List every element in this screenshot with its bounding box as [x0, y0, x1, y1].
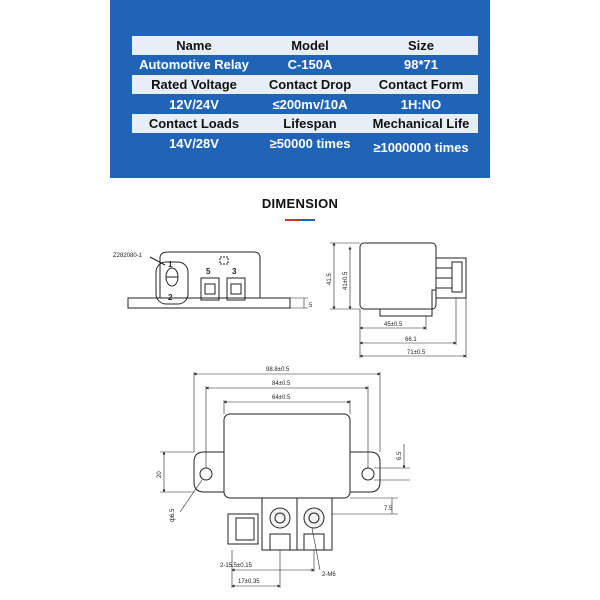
- side-dim-66: 66.1: [405, 337, 417, 343]
- spec-value-row: [132, 95, 478, 114]
- side-dim-45: 45±0.5: [384, 322, 403, 328]
- spec-header-contact-drop: Contact Drop: [268, 77, 352, 92]
- spec-header-size: Size: [407, 38, 434, 53]
- side-connector-latch: [452, 262, 462, 292]
- terminal-5: [201, 278, 219, 300]
- front-dim-5: 5: [309, 303, 313, 309]
- spec-value-row: [132, 55, 478, 74]
- terminal-5-clip: [205, 284, 215, 294]
- side-connector-plug-inner: [236, 518, 254, 540]
- spec-value-model: C-150A: [287, 57, 333, 72]
- terminal-stud-left: [270, 508, 290, 528]
- spec-header-mechanical-life: Mechanical Life: [372, 116, 470, 131]
- spec-header-row: [132, 114, 478, 133]
- spec-value-mechanical-life: ≥1000000 times: [373, 140, 469, 155]
- right-dim-75: 7.5: [384, 506, 393, 512]
- terminal-offset-label: 17±0.35: [238, 579, 260, 585]
- terminal-pitch-label: 2-15.5±0.15: [220, 563, 252, 569]
- spec-header-model: Model: [291, 38, 329, 53]
- top-view-body: [224, 414, 350, 498]
- spec-value-rated-voltage: 12V/24V: [169, 97, 219, 112]
- underline-blue-segment: [300, 219, 315, 221]
- right-mounting-ear: [350, 452, 380, 492]
- pin-label-3: 3: [232, 267, 237, 276]
- spec-panel: [110, 0, 490, 178]
- hole-dia-leader: [180, 480, 202, 512]
- pin-label-5: 5: [206, 267, 211, 276]
- spec-value-lifespan: ≥50000 times: [269, 136, 351, 151]
- spec-header-contact-loads: Contact Loads: [148, 116, 240, 131]
- marker-square: [220, 257, 228, 264]
- spec-value-name: Automotive Relay: [139, 57, 249, 72]
- spec-value-size: 98*71: [404, 57, 438, 72]
- terminal-3: [227, 278, 245, 300]
- terminal-stud-right: [304, 508, 324, 528]
- hole-dia-label: ф6.5: [170, 508, 176, 522]
- top-view: [160, 372, 410, 588]
- spec-value-row: [132, 134, 478, 153]
- spec-value-contact-form: 1H:NO: [400, 97, 442, 112]
- spec-header-row: [132, 36, 478, 55]
- top-dim-overall: 98.8±0.5: [266, 367, 290, 373]
- dimension-drawings: [0, 228, 600, 600]
- section-title: DIMENSION: [261, 196, 339, 211]
- spec-header-row: [132, 75, 478, 94]
- thread-label: 2-M6: [322, 572, 336, 578]
- side-dim-41: 41±0.5: [343, 271, 349, 290]
- pin-label-2: 2: [168, 293, 173, 302]
- side-view-foot: [380, 290, 436, 316]
- pin-label-1: 1: [168, 260, 173, 269]
- title-underline: [285, 219, 315, 221]
- top-dim-body: 64±0.5: [272, 395, 291, 401]
- part-label: Z282080-1: [113, 253, 143, 259]
- spec-header-rated-voltage: Rated Voltage: [151, 77, 237, 92]
- side-dim-41-5: 41.5: [327, 273, 333, 285]
- terminal-leg-left: [270, 534, 290, 550]
- right-dim-65: 6.5: [397, 451, 403, 460]
- right-mount-hole: [362, 468, 374, 480]
- side-view-body: [360, 243, 436, 309]
- spec-value-contact-loads: 14V/28V: [169, 136, 219, 151]
- left-mounting-ear: [194, 452, 224, 492]
- terminal-leg-right: [304, 534, 324, 550]
- left-dim-20: 20: [157, 471, 163, 478]
- side-view: [330, 243, 466, 358]
- top-dim-holes: 84±0.5: [272, 381, 291, 387]
- terminal-3-clip: [231, 284, 241, 294]
- side-dim-71: 71±0.5: [407, 350, 426, 356]
- underline-red-segment: [285, 219, 300, 221]
- spec-header-lifespan: Lifespan: [283, 116, 337, 131]
- spec-value-contact-drop: ≤200mv/10A: [272, 97, 348, 112]
- spec-header-contact-form: Contact Form: [378, 77, 464, 92]
- front-view: [128, 252, 308, 308]
- part-label-leader: [150, 257, 165, 265]
- spec-header-name: Name: [176, 38, 212, 53]
- left-mount-hole: [200, 468, 212, 480]
